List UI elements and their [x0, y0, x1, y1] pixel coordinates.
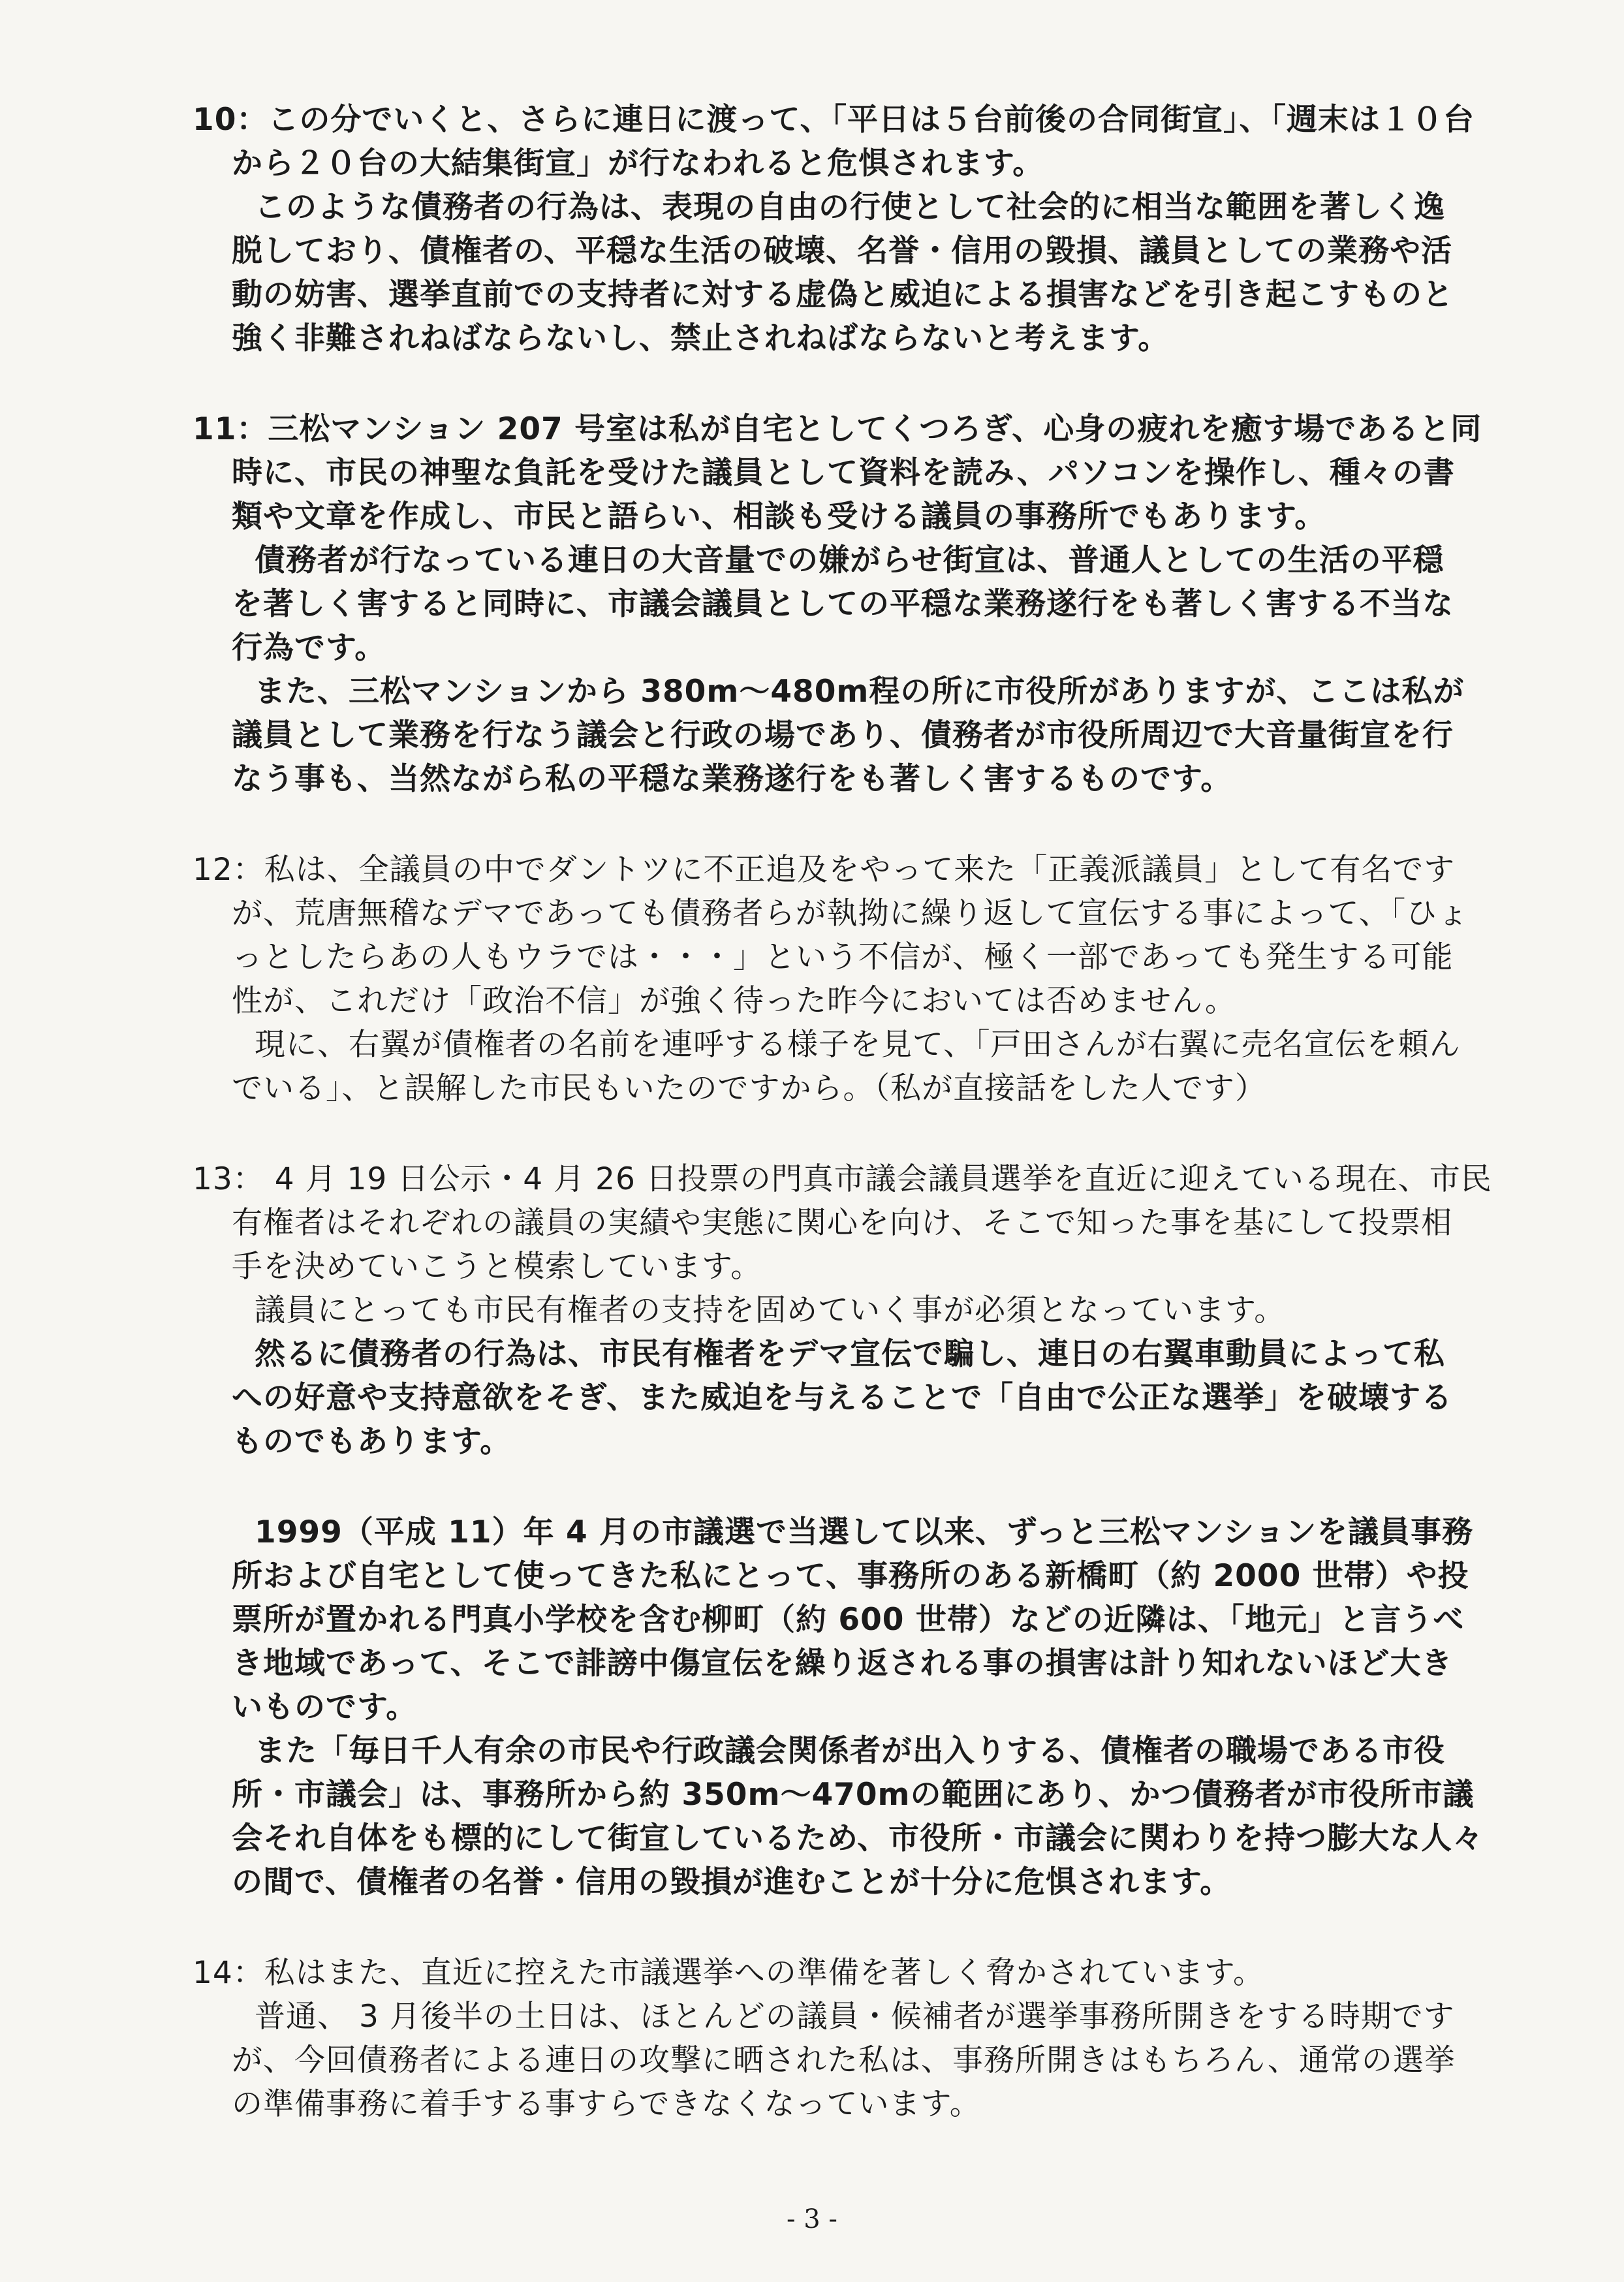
paragraph-line: でいる」、と誤解した市民もいたのですから。（私が直接話をした人です）	[232, 1071, 1266, 1106]
paragraph-line: を著しく害すると同時に、市議会議員としての平穏な業務遂行をも著しく害する不当な	[232, 586, 1454, 622]
paragraph-line: 会それ自体をも標的にして街宣しているため、市役所・市議会に関わりを持つ膨大な人々	[232, 1821, 1484, 1856]
paragraph-line: また「毎日千人有余の市民や行政議会関係者が出入りする、債権者の職場である市役	[255, 1733, 1445, 1769]
paragraph-line: 有権者はそれぞれの議員の実績や実態に関心を向け、そこで知った事を基にして投票相	[232, 1205, 1453, 1241]
paragraph-line: が、荒唐無稽なデマであっても債務者らが執拗に繰り返して宣伝する事によって、「ひょ	[232, 896, 1469, 931]
paragraph-line: 12：私は、全議員の中でダントツに不正追及をやって来た「正義派議員」として有名です	[193, 852, 1456, 888]
paragraph-line: 議員にとっても市民有権者の支持を固めていく事が必須となっています。	[255, 1292, 1286, 1328]
paragraph-line: 脱しており、債権者の、平穏な生活の破壊、名誉・信用の毀損、議員としての業務や活	[232, 233, 1453, 269]
paragraph-line: このような債務者の行為は、表現の自由の行使として社会的に相当な範囲を著しく逸	[255, 189, 1445, 225]
paragraph-line: 議員として業務を行なう議会と行政の場であり、債務者が市役所周辺で大音量街宣を行	[232, 717, 1454, 753]
paragraph-line: 動の妨害、選挙直前での支持者に対する虚偽と威迫による損害などを引き起こすものと	[232, 277, 1454, 313]
paragraph-line: 14：私はまた、直近に控えた市議選挙への準備を著しく脅かされています。	[193, 1955, 1265, 1991]
section-s11	[193, 407, 1537, 801]
section-s13b	[193, 1510, 1537, 1904]
section-s12	[193, 848, 1537, 1110]
paragraph-line: 現に、右翼が債権者の名前を連呼する様子を見て、「戸田さんが右翼に売名宣伝を頼ん	[255, 1027, 1461, 1063]
section-s13	[193, 1157, 1537, 1463]
paragraph-line: 行為です。	[232, 630, 386, 666]
paragraph-line: 時に、市民の神聖な負託を受けた議員として資料を読み、パソコンを操作し、種々の書	[232, 455, 1455, 491]
paragraph-line: 普通、 3 月後半の土日は、ほとんどの議員・候補者が選挙事務所開きをする時期です	[255, 1999, 1455, 2035]
paragraph-line: 類や文章を作成し、市民と語らい、相談も受ける議員の事務所でもあります。	[232, 499, 1326, 535]
paragraph-line: いものです。	[232, 1689, 418, 1725]
section-s10	[193, 98, 1537, 360]
document-body	[193, 98, 1537, 2173]
paragraph-line: 債務者が行なっている連日の大音量での嫌がらせ街宣は、普通人としての生活の平穏	[255, 542, 1444, 578]
paragraph-line: 10：この分でいくと、さらに連日に渡って、「平日は５台前後の合同街宣」、「週末は１０台	[193, 102, 1475, 138]
paragraph-line: 性が、これだけ「政治不信」が強く待った昨今においては否めません。	[232, 983, 1236, 1019]
paragraph-line: への好意や支持意欲をそぎ、また威迫を与えることで「自由で公正な選挙」を破壊する	[232, 1380, 1453, 1416]
paragraph-line: 13： 4 月 19 日公示・4 月 26 日投票の門真市議会議員選挙を直近に迎えている現在、市民	[193, 1161, 1492, 1197]
paragraph-line: 所・市議会」は、事務所から約 350m～470mの範囲にあり、かつ債務者が市役所市議	[232, 1777, 1475, 1813]
paragraph-line: 11：三松マンション 207 号室は私が自宅としてくつろぎ、心身の疲れを癒す場であると同	[193, 411, 1482, 447]
section-s14	[193, 1951, 1537, 2126]
paragraph-line: が、今回債務者による連日の攻撃に晒された私は、事務所開きはもちろん、通常の選挙	[232, 2042, 1456, 2078]
paragraph-line: の準備事務に着手する事すらできなくなっています。	[232, 2086, 981, 2122]
paragraph-line: また、三松マンションから 380m～480m程の所に市役所がありますが、ここは私が	[255, 674, 1465, 710]
paragraph-line: から２０台の大結集街宣」が行なわれると危惧されます。	[232, 146, 1044, 181]
paragraph-line: 票所が置かれる門真小学校を含む柳町（約 600 世帯）などの近隣は、「地元」と言うべ	[232, 1602, 1465, 1638]
paragraph-line: の間で、債権者の名誉・信用の毀損が進むことが十分に危惧されます。	[232, 1864, 1232, 1900]
paragraph-line: 強く非難されねばならないし、禁止されねばならないと考えます。	[232, 320, 1170, 356]
paragraph-line: ものでもあります。	[232, 1424, 512, 1460]
paragraph-line: 然るに債務者の行為は、市民有権者をデマ宣伝で騙し、連日の右翼車動員によって私	[255, 1336, 1445, 1372]
paragraph-line: っとしたらあの人もウラでは・・・」という不信が、極く一部であっても発生する可能	[232, 939, 1454, 975]
paragraph-line: 手を決めていこうと模索しています。	[232, 1249, 762, 1285]
paragraph-line: 所および自宅として使ってきた私にとって、事務所のある新橋町（約 2000 世帯）や投	[232, 1558, 1469, 1594]
paragraph-line: なう事も、当然ながら私の平穏な業務遂行をも著しく害するものです。	[232, 761, 1232, 797]
paragraph-line: き地域であって、そこで誹謗中傷宣伝を繰り返される事の損害は計り知れないほど大き	[232, 1646, 1453, 1681]
paragraph-line: 1999（平成 11）年 4 月の市議選で当選して以来、ずっと三松マンションを議員事務	[255, 1514, 1474, 1550]
page-number: - 3 -	[787, 2204, 837, 2234]
